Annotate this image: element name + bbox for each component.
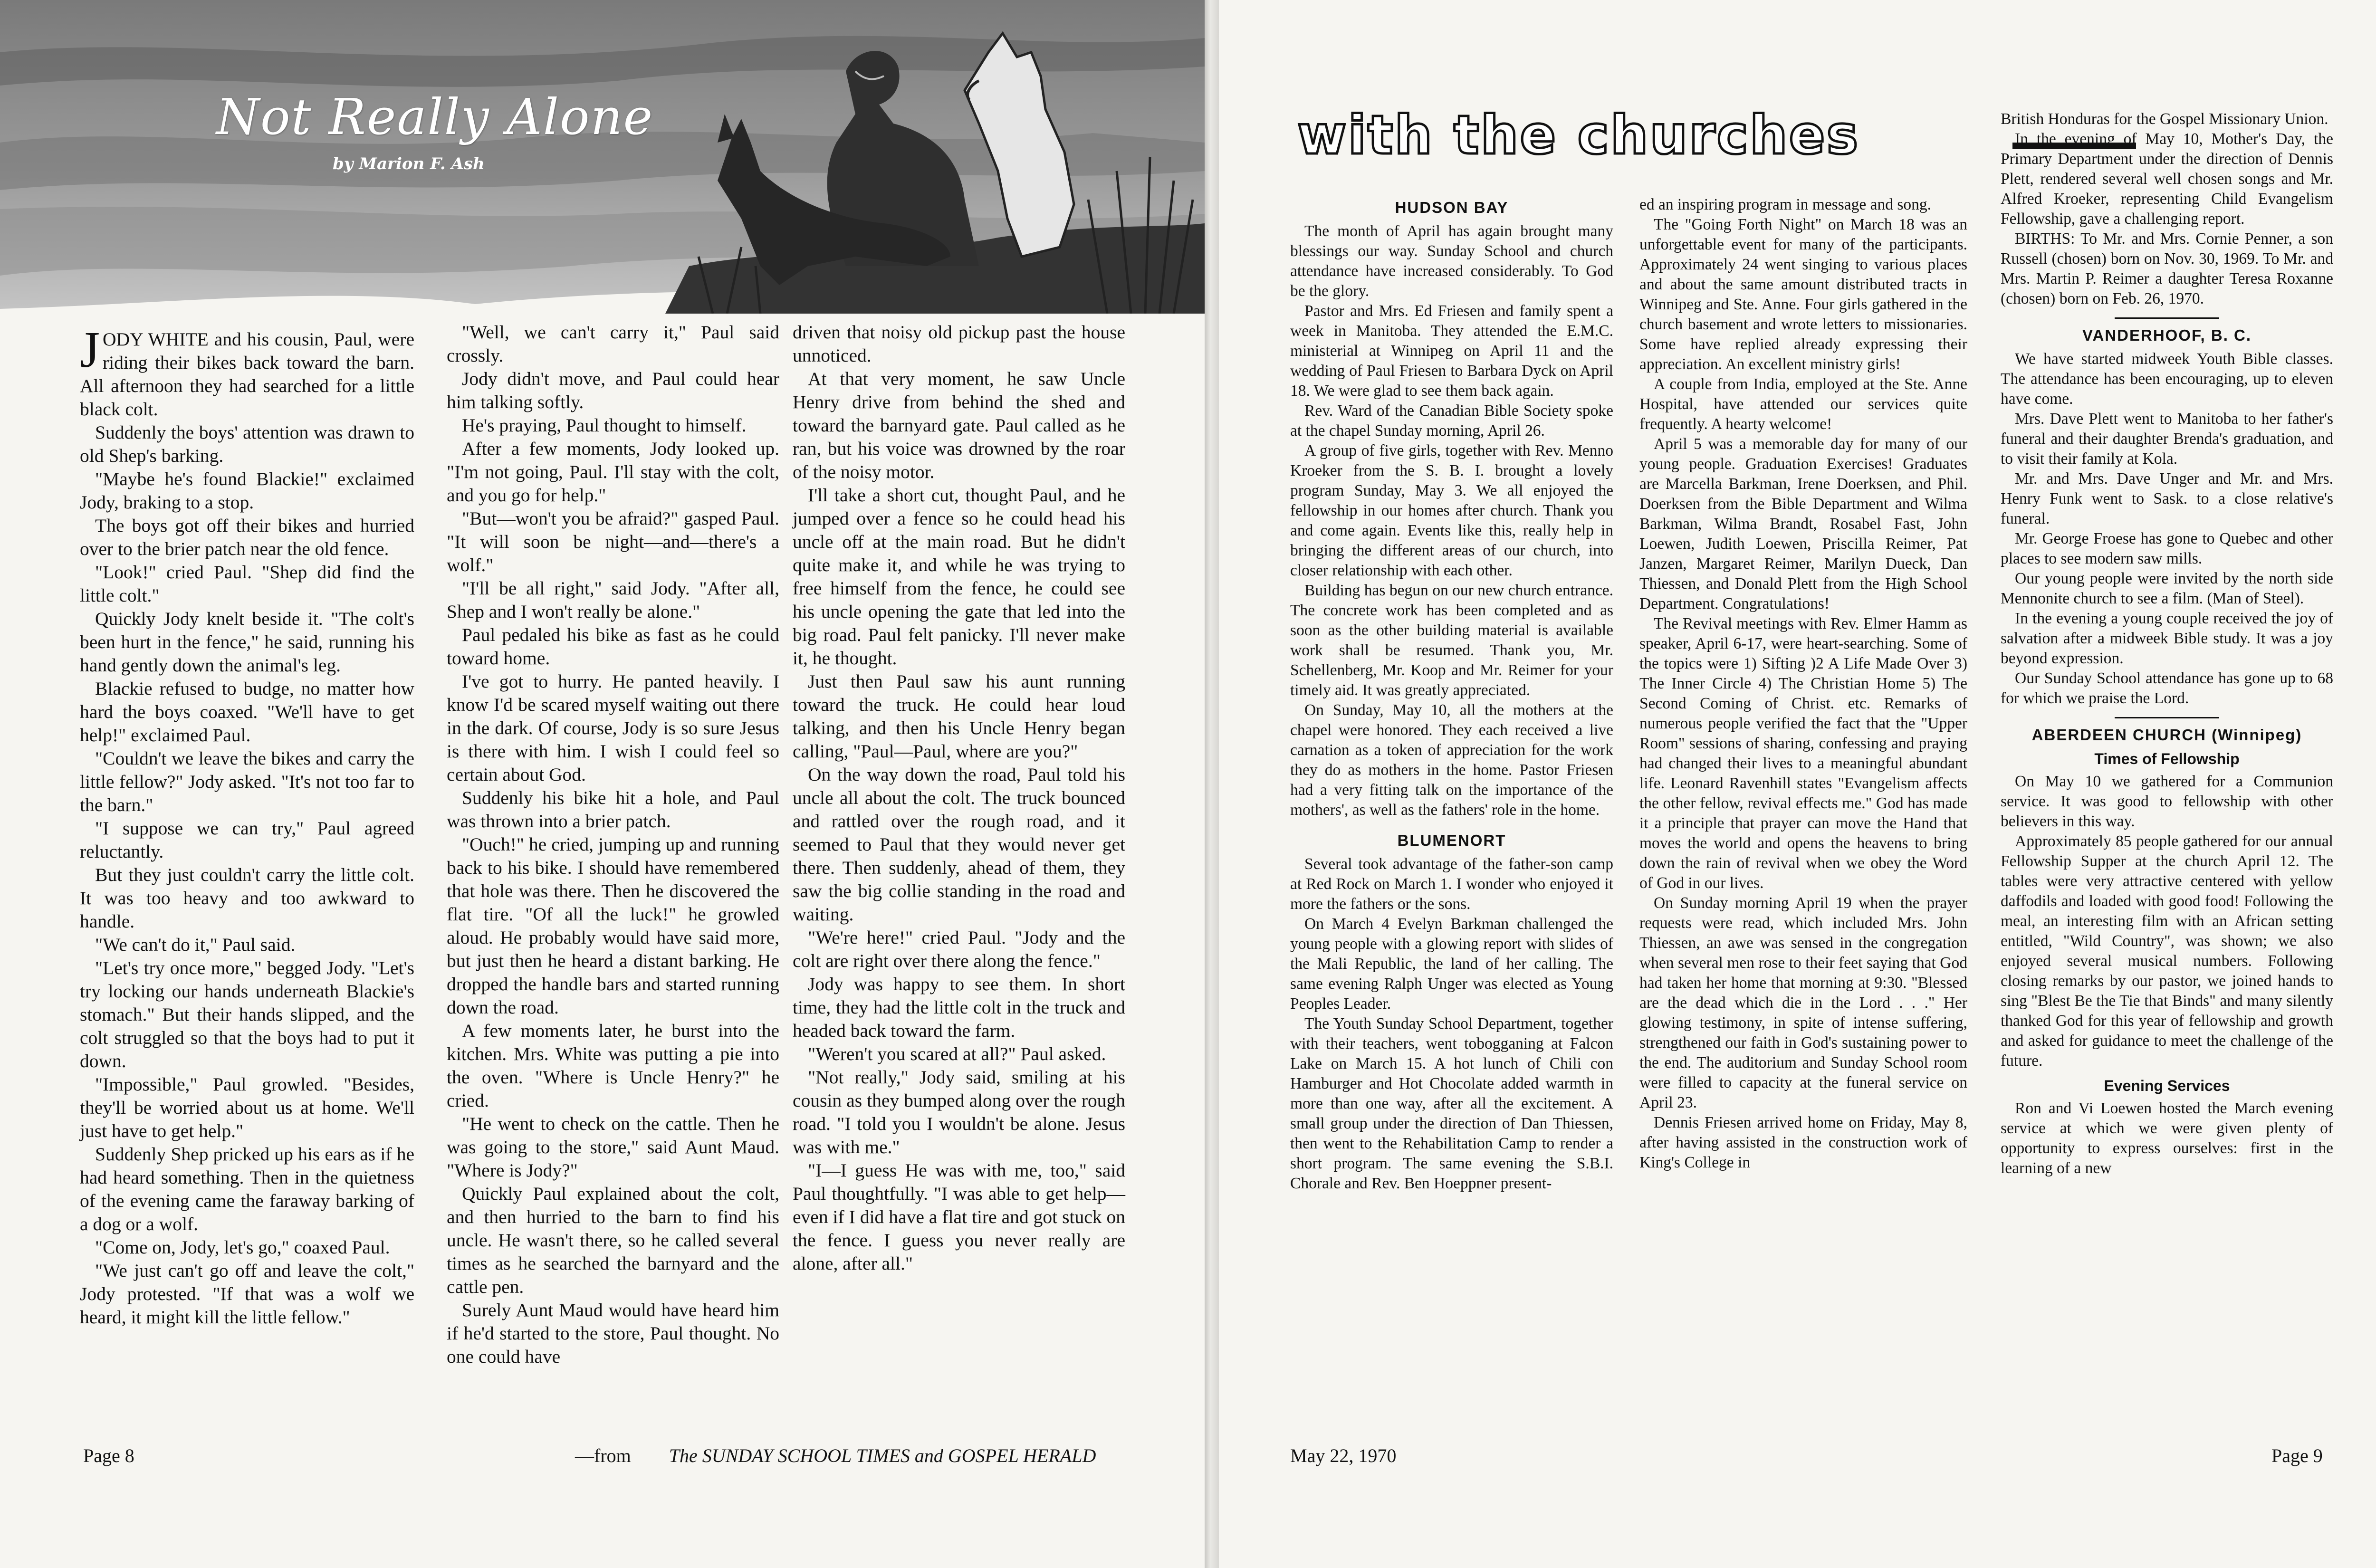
news-paragraph: Dennis Friesen arrived home on Friday, May 8, after having assisted in the construction work of King's College in <box>1639 1114 1967 1171</box>
story-column-3 <box>793 321 1125 1275</box>
story-paragraph: Suddenly his bike hit a hole, and Paul was thrown into a brier patch. <box>447 787 779 832</box>
page-number-right: Page 9 <box>2271 1445 2323 1466</box>
news-paragraph: We have started midweek Youth Bible classes. The attendance has been encouraging, up to eleven have come. <box>2001 350 2333 408</box>
source-credit <box>575 1444 1096 1467</box>
story-paragraph: Quickly Jody knelt beside it. "The colt's been hurt in the fence," he said, running his hand gently down the animal's leg. <box>80 608 414 676</box>
story-paragraph: "Maybe he's found Blackie!" exclaimed Jody, braking to a stop. <box>80 468 414 513</box>
story-paragraph: "But—won't you be afraid?" gasped Paul. "It will soon be night—and—there's a wolf." <box>447 508 779 575</box>
news-paragraph: Building has begun on our new church entrance. The concrete work has been completed and as soon as the other building material is available work shall be resumed. Thank you, Mr. Schellenberg, Mr. Koop and Mr. Reimer for your timely aid. It was greatly appreciated. <box>1290 582 1613 699</box>
news-paragraph: Our young people were invited by the north side Mennonite church to see a film. (Man of Steel). <box>2001 570 2333 607</box>
illustration-art <box>0 0 1205 314</box>
news-paragraph: The Revival meetings with Rev. Elmer Hamm as speaker, April 6-17, were heart-searching. Some of the topics were 1) Sifting )2 A Life Made Over 3) The Inner Circle 4) The Christian Home 5) The Second Coming of Christ. etc. Remarks of numerous people verified the fact that the "Upper Room" sessions of sharing, confessing and praying had changed their lives to a meaningful abundant life. Leonard Ravenhill states "Evangelism affects the other fellow, revival effects me." God has made it a principle that prayer can move the Hand that moves the world and opens the heavens to bring down the rain of revival when we obey the Word of God in our lives. <box>1639 615 1967 892</box>
right-page <box>1219 0 2376 1568</box>
news-paragraph: Approximately 85 people gathered for our annual Fellowship Supper at the church April 12. The tables were very attractive centered with yellow daffodils and loaded with good food! Following the meal, an interesting film with an African setting entitled, "Wild Country", was shown; we also enjoyed several musical numbers. Following closing remarks by our pastor, we joined hands to sing "Blest Be the Tie that Binds" and many silently thanked God for this year of fellowship and growth and asked for guidance to meet the challenge of the future. <box>2001 832 2333 1070</box>
story-paragraph: "Come on, Jody, let's go," coaxed Paul. <box>95 1237 390 1258</box>
news-paragraph: Pastor and Mrs. Ed Friesen and family spent a week in Manitoba. They attended the E.M.C. ministerial at Winnipeg on April 11 and the wedding of Paul Friesen to Barbara Dyck on April 18. We were glad to see them back again. <box>1290 302 1613 400</box>
section-title-blumenort: BLUMENORT <box>1397 832 1506 849</box>
story-paragraph: Blackie refused to budge, no matter how hard the boys coaxed. "We'll have to get help!" exclaimed Paul. <box>80 678 414 746</box>
news-paragraph: Mrs. Dave Plett went to Manitoba to her father's funeral and their daughter Brenda's graduation, and to visit their family at Kola. <box>2001 410 2333 468</box>
story-paragraph: Just then Paul saw his aunt running toward the truck. He could hear loud talking, and then his Uncle Henry began calling, "Paul—Paul, where are you?" <box>793 671 1125 762</box>
news-paragraph: A group of five girls, together with Rev. Menno Kroeker from the S. B. I. brought a lovely program Sunday, May 3. We all enjoyed the fellowship in our homes after church. Thank you and come again. Events like this, really help in bringing the different areas of our church, into closer relationship with each other. <box>1290 442 1613 579</box>
binding-gutter <box>1205 0 1219 1568</box>
story-paragraph: Jody was happy to see them. In short time, they had the little colt in the truck and headed back toward the farm. <box>793 974 1125 1041</box>
story-paragraph: "We're here!" cried Paul. "Jody and the colt are right over there along the fence." <box>793 927 1125 971</box>
story-paragraph: "Not really," Jody said, smiling at his cousin as they bumped along over the rough road. "I told you I wouldn't be alone. Jesus was with me." <box>793 1067 1125 1157</box>
story-paragraph: A few moments later, he burst into the kitchen. Mrs. White was putting a pie into the oven. "Where is Uncle Henry?" he cried. <box>447 1020 779 1111</box>
story-paragraph: Paul pedaled his bike as fast as he could toward home. <box>447 624 779 669</box>
story-paragraph: "Couldn't we leave the bikes and carry the little fellow?" Jody asked. "It's not too far to the barn." <box>80 748 414 815</box>
issue-date: May 22, 1970 <box>1290 1445 1397 1466</box>
story-paragraph: "I'll be all right," said Jody. "After all, Shep and I won't really be alone." <box>447 578 779 622</box>
news-column-3 <box>2001 109 2333 1178</box>
news-paragraph: In the evening a young couple received the joy of salvation after a midweek Bible study. It was a joy beyond expression. <box>2001 610 2333 667</box>
story-paragraph: "Look!" cried Paul. "Shep did find the little colt." <box>80 562 414 606</box>
news-paragraph: The month of April has again brought many blessings our way. Sunday School and church attendance have increased considerably. To God be the glory. <box>1290 222 1613 300</box>
news-paragraph: The Youth Sunday School Department, together with their teachers, went tobogganing at Falcon Lake on March 15. A hot lunch of Chili con Hamburger and Hot Chocolate added warmth in more than one way, after all the excitement. A small group under the direction of Dan Thiessen, then went to the Rehabilitation Camp to render a short program. The same evening the S.B.I. Chorale and Rev. Ben Hoeppner present- <box>1290 1015 1613 1192</box>
news-paragraph: ed an inspiring program in message and song. <box>1639 196 1932 213</box>
section-title-aberdeen: ABERDEEN CHURCH (Winnipeg) <box>2031 726 2302 744</box>
section-divider <box>2115 717 2219 718</box>
story-paragraph: "Ouch!" he cried, jumping up and running back to his bike. I should have remembered that hole was there. Then he discovered the flat tire. "Of all the luck!" he growled aloud. He probably would have said more, but just then he heard a distant barking. He dropped the handle bars and started running down the road. <box>447 834 779 1018</box>
churches-heading: with the churches <box>1297 105 1860 166</box>
story-paragraph: "We just can't go off and leave the colt," Jody protested. "If that was a wolf we heard, it might kill the little fellow." <box>80 1260 414 1328</box>
news-paragraph: On March 4 Evelyn Barkman challenged the young people with a glowing report with slides of the Mali Republic, the land of her calling. The same evening Ralph Unger was elected as Young Peoples Leader. <box>1290 915 1613 1013</box>
story-paragraph: "I suppose we can try," Paul agreed reluctantly. <box>80 818 414 862</box>
story-illustration <box>0 0 1205 314</box>
news-paragraph: Mr. George Froese has gone to Quebec and other places to see modern saw mills. <box>2001 530 2333 567</box>
story-paragraph: The boys got off their bikes and hurried over to the brier patch near the old fence. <box>80 515 414 559</box>
story-paragraph: JODY WHITE and his cousin, Paul, were riding their bikes back toward the barn. All afternoon they had searched for a little black colt. <box>80 322 414 420</box>
subsection-title-evening: Evening Services <box>2104 1077 2230 1094</box>
news-paragraph: Our Sunday School attendance has gone up to 68 for which we praise the Lord. <box>2001 669 2333 707</box>
section-divider <box>2115 317 2219 319</box>
source-from-label: —from <box>575 1445 631 1466</box>
subsection-title-fellowship: Times of Fellowship <box>2094 750 2240 767</box>
source-publication: The SUNDAY SCHOOL TIMES and GOSPEL HERALD <box>669 1445 1096 1466</box>
news-paragraph: On Sunday, May 10, all the mothers at the chapel were honored. They each received a live carnation as a token of appreciation for the work they do as mothers in the home. Pastor Friesen had a very fitting talk on the importance of the mothers', as well as the fathers' role in the home. <box>1290 701 1613 819</box>
drop-cap: J <box>80 322 100 378</box>
story-paragraph: He's praying, Paul thought to himself. <box>462 415 747 436</box>
news-paragraph: British Honduras for the Gospel Missionary Union. <box>2001 110 2328 128</box>
story-paragraph: Suddenly Shep pricked up his ears as if he had heard something. Then in the quietness of the evening came the faraway barking of a dog or a wolf. <box>80 1144 414 1234</box>
story-paragraph: But they just couldn't carry the little colt. It was too heavy and too awkward to handle. <box>80 864 414 932</box>
story-paragraph: "Let's try once more," begged Jody. "Let's try locking our hands underneath Blackie's stomach." But their hands slipped, and the colt struggled so that the boys had to put it down. <box>80 957 414 1071</box>
story-paragraph: On the way down the road, Paul told his uncle all about the colt. The truck bounced and rattled over the rough road, and it seemed to Paul that they would never get there. Then suddenly, ahead of them, they saw the big collie standing in the road and waiting. <box>793 764 1125 925</box>
story-column-2 <box>447 321 779 1368</box>
story-paragraph: "Weren't you scared at all?" Paul asked. <box>808 1043 1106 1064</box>
news-column-1 <box>1290 195 1613 1194</box>
news-paragraph: The "Going Forth Night" on March 18 was an unforgettable event for many of the participants. Approximately 24 went singing to various places and about the same amount distributed tracts in Winnipeg and Ste. Anne. Four girls gathered in the church basement and wrote letters to missionaries. Some have replied already expressing their appreciation. An excellent ministry girls! <box>1639 216 1967 373</box>
story-column-1 <box>80 322 414 1329</box>
news-column-2 <box>1639 195 1967 1173</box>
news-paragraph: A couple from India, employed at the Ste. Anne Hospital, have attended our services quite frequently. A hearty welcome! <box>1639 375 1967 433</box>
news-paragraph: On May 10 we gathered for a Communion service. It was good to fellowship with other believers in this way. <box>2001 773 2333 830</box>
story-paragraph: Quickly Paul explained about the colt, and then hurried to the barn to find his uncle. He wasn't there, so he called several times as he searched the barnyard and the cattle pen. <box>447 1183 779 1297</box>
story-title: Not Really Alone <box>216 88 654 146</box>
story-paragraph: "Impossible," Paul growled. "Besides, they'll be worried about us at home. We'll just have to get help." <box>80 1074 414 1141</box>
story-paragraph: "I—I guess He was with me, too," said Paul thoughtfully. "I was able to get help—even if I did have a flat tire and got stuck on the fence. I guess you never really are alone, after all." <box>793 1160 1125 1274</box>
story-paragraph: Surely Aunt Maud would have heard him if he'd started to the store, Paul thought. No one could have <box>447 1300 779 1367</box>
story-byline: by Marion F. Ash <box>333 154 485 173</box>
story-paragraph: "We can't do it," Paul said. <box>95 934 296 955</box>
section-title-hudson-bay: HUDSON BAY <box>1395 199 1509 216</box>
story-paragraph: "He went to check on the cattle. Then he was going to the store," said Aunt Maud. "Where is Jody?" <box>447 1113 779 1181</box>
news-paragraph: On Sunday morning April 19 when the prayer requests were read, which included Mrs. John Thiessen, an awe was sensed in the congregation when several men rose to their feet saying that God had taken her home that morning at 9:30. "Blessed are the dead which die in the Lord . . ." Her glowing testimony, in spite of intense suffering, strengthened our faith in God's sustaining power to the end. The auditorium and Sunday School room were filled to capacity at the funeral service on April 23. <box>1639 894 1967 1111</box>
story-paragraph: At that very moment, he saw Uncle Henry drive from behind the shed and toward the barnyard gate. Paul called as he ran, but his voice was drowned by the roar of the noisy motor. <box>793 368 1125 482</box>
story-paragraph: I'll take a short cut, thought Paul, and he jumped over a fence so he could head his uncle off at the main road. But he didn't quite make it, and while he was trying to free himself from the fence, he could see his uncle opening the gate that led into the big road. Paul felt panicky. I'll never make it, he thought. <box>793 485 1125 669</box>
news-paragraph: Rev. Ward of the Canadian Bible Society spoke at the chapel Sunday morning, April 26. <box>1290 402 1613 440</box>
news-paragraph: In the evening of May 10, Mother's Day, the Primary Department under the direction of Dennis Plett, rendered several well chosen songs and Mr. Alfred Kroeker, representing Child Evangelism Fellowship, gave a challenging report. <box>2001 130 2333 228</box>
news-paragraph: April 5 was a memorable day for many of our young people. Graduation Exercises! Graduates are Marcella Barkman, Irene Doerksen, and Phil. Doerksen from the Bible Department and Wilma Barkman, Wilma Brandt, Rosabel Fast, John Loewen, Judith Loewen, Priscilla Reimer, Pat Janzen, Margaret Reimer, Marilyn Dueck, Dan Thiessen, and Donald Plett from the High School Department. Congratulations! <box>1639 435 1967 612</box>
story-paragraph: Jody didn't move, and Paul could hear him talking softly. <box>447 368 779 412</box>
story-paragraph: Suddenly the boys' attention was drawn to old Shep's barking. <box>80 422 414 466</box>
story-paragraph: I've got to hurry. He panted heavily. I know I'd be scared myself waiting out there in the dark. Of course, Jody is so sure Jesus is there with him. I wish I could feel so certain about God. <box>447 671 779 785</box>
news-paragraph: BIRTHS: To Mr. and Mrs. Cornie Penner, a son Russell (chosen) born on Nov. 30, 1969. To Mr. and Mrs. Martin P. Reimer a daughter Teresa Roxanne (chosen) born on Feb. 26, 1970. <box>2001 230 2333 307</box>
story-paragraph: driven that noisy old pickup past the house unnoticed. <box>793 322 1125 366</box>
news-paragraph: Ron and Vi Loewen hosted the March evening service at which we were given plenty of opportunity to express ourselves: first in the learning of a new <box>2001 1100 2333 1177</box>
news-paragraph: Several took advantage of the father-son camp at Red Rock on March 1. I wonder who enjoyed it more the fathers or the sons. <box>1290 855 1613 913</box>
page-number-left: Page 8 <box>83 1445 134 1466</box>
story-paragraph: "Well, we can't carry it," Paul said crossly. <box>447 322 779 366</box>
section-title-vanderhoof: VANDERHOOF, B. C. <box>2082 326 2252 344</box>
news-paragraph: Mr. and Mrs. Dave Unger and Mr. and Mrs. Henry Funk went to Sask. to a close relative's funeral. <box>2001 470 2333 527</box>
story-paragraph: After a few moments, Jody looked up. "I'm not going, Paul. I'll stay with the colt, and you go for help." <box>447 438 779 506</box>
